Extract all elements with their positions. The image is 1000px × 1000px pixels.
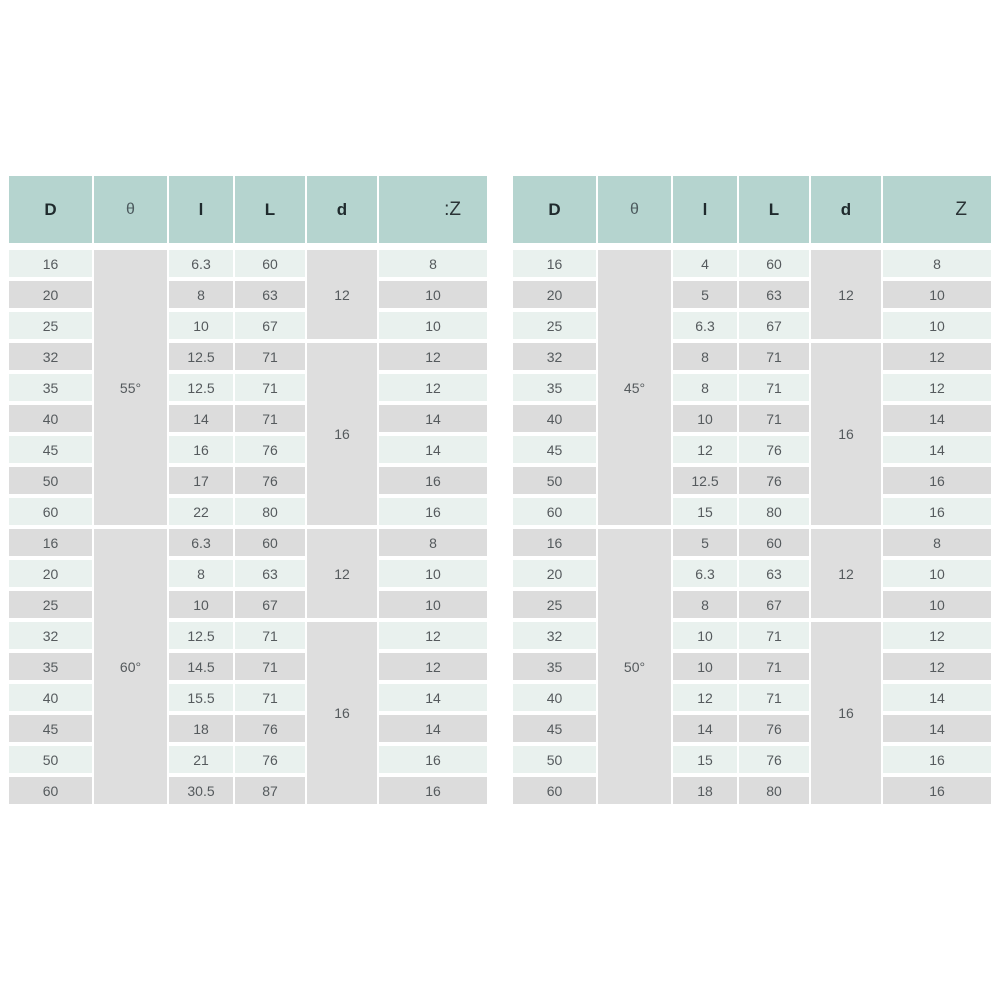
- cell-z: 14: [883, 684, 991, 711]
- cell-d-outer: 50: [513, 467, 596, 494]
- cell-L: 63: [235, 281, 305, 308]
- cell-d-outer: 25: [9, 312, 92, 339]
- cell-L: 71: [739, 343, 809, 370]
- cell-z: 10: [379, 591, 487, 618]
- cell-d-outer: 40: [9, 684, 92, 711]
- cell-d-outer: 50: [513, 746, 596, 773]
- cell-z: 14: [883, 436, 991, 463]
- cell-z: 10: [883, 312, 991, 339]
- cell-d-outer: 50: [9, 467, 92, 494]
- cell-z: 8: [883, 250, 991, 277]
- cell-l: 10: [673, 405, 737, 432]
- cell-z: 8: [379, 529, 487, 556]
- header-theta: θ: [94, 176, 167, 243]
- cell-z: 16: [379, 498, 487, 525]
- cell-d: 12: [811, 529, 881, 618]
- cell-l: 15: [673, 498, 737, 525]
- cell-l: 14: [169, 405, 233, 432]
- cell-d-outer: 35: [513, 653, 596, 680]
- cell-d-outer: 40: [9, 405, 92, 432]
- cell-l: 18: [169, 715, 233, 742]
- cell-L: 76: [235, 436, 305, 463]
- cell-L: 71: [235, 684, 305, 711]
- cell-d-outer: 20: [9, 281, 92, 308]
- cell-l: 8: [673, 374, 737, 401]
- cell-l: 21: [169, 746, 233, 773]
- cell-l: 30.5: [169, 777, 233, 804]
- cell-z: 8: [379, 250, 487, 277]
- cell-z: 14: [379, 436, 487, 463]
- cell-l: 12.5: [169, 343, 233, 370]
- cell-l: 15.5: [169, 684, 233, 711]
- cell-d-outer: 45: [513, 436, 596, 463]
- cell-L: 71: [739, 622, 809, 649]
- cell-l: 12.5: [673, 467, 737, 494]
- cell-L: 60: [739, 529, 809, 556]
- cell-z: 12: [883, 374, 991, 401]
- cell-z: 16: [883, 467, 991, 494]
- cell-l: 14.5: [169, 653, 233, 680]
- cell-l: 10: [673, 653, 737, 680]
- cell-z: 12: [379, 343, 487, 370]
- header-theta: θ: [598, 176, 671, 243]
- cell-z: 14: [379, 405, 487, 432]
- cell-L: 80: [739, 777, 809, 804]
- cell-d-outer: 32: [9, 343, 92, 370]
- cell-L: 71: [235, 405, 305, 432]
- cell-d-outer: 16: [513, 250, 596, 277]
- cell-L: 67: [739, 312, 809, 339]
- cell-d-outer: 25: [513, 591, 596, 618]
- cell-z: 12: [379, 622, 487, 649]
- cell-L: 63: [235, 560, 305, 587]
- cell-d-outer: 32: [513, 622, 596, 649]
- cell-d-outer: 20: [513, 281, 596, 308]
- cell-l: 18: [673, 777, 737, 804]
- cell-L: 71: [739, 653, 809, 680]
- cell-L: 60: [235, 529, 305, 556]
- cell-l: 10: [169, 591, 233, 618]
- cell-l: 12: [673, 684, 737, 711]
- cell-z: 16: [883, 746, 991, 773]
- cell-d: 16: [307, 622, 377, 804]
- cell-d-outer: 45: [9, 436, 92, 463]
- cell-L: 80: [235, 498, 305, 525]
- cell-theta: 55°: [94, 250, 167, 525]
- cell-d: 12: [307, 250, 377, 339]
- cell-d-outer: 40: [513, 405, 596, 432]
- cell-z: 12: [379, 374, 487, 401]
- cell-d-outer: 20: [9, 560, 92, 587]
- cell-L: 71: [235, 343, 305, 370]
- cell-L: 67: [235, 312, 305, 339]
- cell-l: 14: [673, 715, 737, 742]
- cell-d-outer: 32: [9, 622, 92, 649]
- cell-L: 71: [235, 374, 305, 401]
- cell-L: 60: [739, 250, 809, 277]
- cell-l: 10: [169, 312, 233, 339]
- cell-d-outer: 16: [513, 529, 596, 556]
- cell-L: 71: [739, 684, 809, 711]
- cell-d: 16: [811, 622, 881, 804]
- cell-d-outer: 16: [9, 529, 92, 556]
- cell-L: 76: [739, 746, 809, 773]
- cell-z: 10: [883, 560, 991, 587]
- cell-l: 8: [169, 560, 233, 587]
- header-l: l: [169, 176, 233, 243]
- cell-l: 6.3: [169, 250, 233, 277]
- cell-d-outer: 25: [9, 591, 92, 618]
- cell-L: 76: [739, 715, 809, 742]
- cell-d-outer: 16: [9, 250, 92, 277]
- cell-z: 16: [379, 467, 487, 494]
- cell-d-outer: 45: [9, 715, 92, 742]
- cell-z: 14: [379, 684, 487, 711]
- cell-l: 5: [673, 281, 737, 308]
- cell-theta: 60°: [94, 529, 167, 804]
- cell-z: 12: [883, 653, 991, 680]
- spec-table-left: [9, 176, 487, 803]
- header-d: D: [513, 176, 596, 243]
- cell-l: 8: [169, 281, 233, 308]
- cell-z: 10: [883, 591, 991, 618]
- cell-l: 4: [673, 250, 737, 277]
- cell-L: 71: [235, 622, 305, 649]
- cell-L: 71: [739, 405, 809, 432]
- cell-L: 76: [235, 746, 305, 773]
- header-d: d: [307, 176, 377, 243]
- cell-z: 10: [379, 312, 487, 339]
- cell-l: 16: [169, 436, 233, 463]
- cell-L: 76: [739, 467, 809, 494]
- cell-L: 60: [235, 250, 305, 277]
- cell-d-outer: 60: [513, 777, 596, 804]
- cell-z: 10: [883, 281, 991, 308]
- cell-d-outer: 60: [9, 498, 92, 525]
- cell-d-outer: 35: [9, 374, 92, 401]
- cell-l: 17: [169, 467, 233, 494]
- header-l: L: [235, 176, 305, 243]
- cell-l: 8: [673, 343, 737, 370]
- cell-L: 63: [739, 281, 809, 308]
- cell-z: 16: [379, 777, 487, 804]
- header-d: d: [811, 176, 881, 243]
- cell-d-outer: 20: [513, 560, 596, 587]
- cell-theta: 45°: [598, 250, 671, 525]
- cell-z: 16: [883, 777, 991, 804]
- cell-l: 12.5: [169, 622, 233, 649]
- cell-z: 12: [883, 343, 991, 370]
- spec-table-right: [513, 176, 991, 803]
- cell-L: 63: [739, 560, 809, 587]
- cell-L: 80: [739, 498, 809, 525]
- cell-d-outer: 40: [513, 684, 596, 711]
- cell-l: 6.3: [673, 560, 737, 587]
- cell-l: 10: [673, 622, 737, 649]
- cell-z: 10: [379, 560, 487, 587]
- cell-d: 12: [307, 529, 377, 618]
- cell-l: 5: [673, 529, 737, 556]
- cell-z: 16: [883, 498, 991, 525]
- cell-d-outer: 45: [513, 715, 596, 742]
- cell-d: 12: [811, 250, 881, 339]
- cell-d-outer: 32: [513, 343, 596, 370]
- cell-l: 8: [673, 591, 737, 618]
- cell-L: 71: [739, 374, 809, 401]
- header-l: L: [739, 176, 809, 243]
- cell-l: 6.3: [169, 529, 233, 556]
- header-z: Z: [883, 176, 991, 243]
- cell-d-outer: 25: [513, 312, 596, 339]
- cell-l: 12: [673, 436, 737, 463]
- cell-d: 16: [307, 343, 377, 525]
- cell-d-outer: 60: [513, 498, 596, 525]
- cell-z: 10: [379, 281, 487, 308]
- cell-l: 15: [673, 746, 737, 773]
- cell-d-outer: 50: [9, 746, 92, 773]
- cell-L: 76: [235, 467, 305, 494]
- cell-z: 8: [883, 529, 991, 556]
- cell-L: 71: [235, 653, 305, 680]
- cell-z: 16: [379, 746, 487, 773]
- cell-L: 87: [235, 777, 305, 804]
- header-l: l: [673, 176, 737, 243]
- cell-l: 12.5: [169, 374, 233, 401]
- cell-z: 14: [883, 405, 991, 432]
- cell-d-outer: 60: [9, 777, 92, 804]
- header-z: :Z: [379, 176, 487, 243]
- cell-z: 12: [883, 622, 991, 649]
- cell-z: 12: [379, 653, 487, 680]
- cell-theta: 50°: [598, 529, 671, 804]
- cell-L: 67: [739, 591, 809, 618]
- cell-d-outer: 35: [9, 653, 92, 680]
- cell-z: 14: [883, 715, 991, 742]
- cell-d: 16: [811, 343, 881, 525]
- cell-L: 76: [739, 436, 809, 463]
- cell-L: 67: [235, 591, 305, 618]
- cell-l: 22: [169, 498, 233, 525]
- cell-L: 76: [235, 715, 305, 742]
- cell-z: 14: [379, 715, 487, 742]
- cell-l: 6.3: [673, 312, 737, 339]
- cell-d-outer: 35: [513, 374, 596, 401]
- header-d: D: [9, 176, 92, 243]
